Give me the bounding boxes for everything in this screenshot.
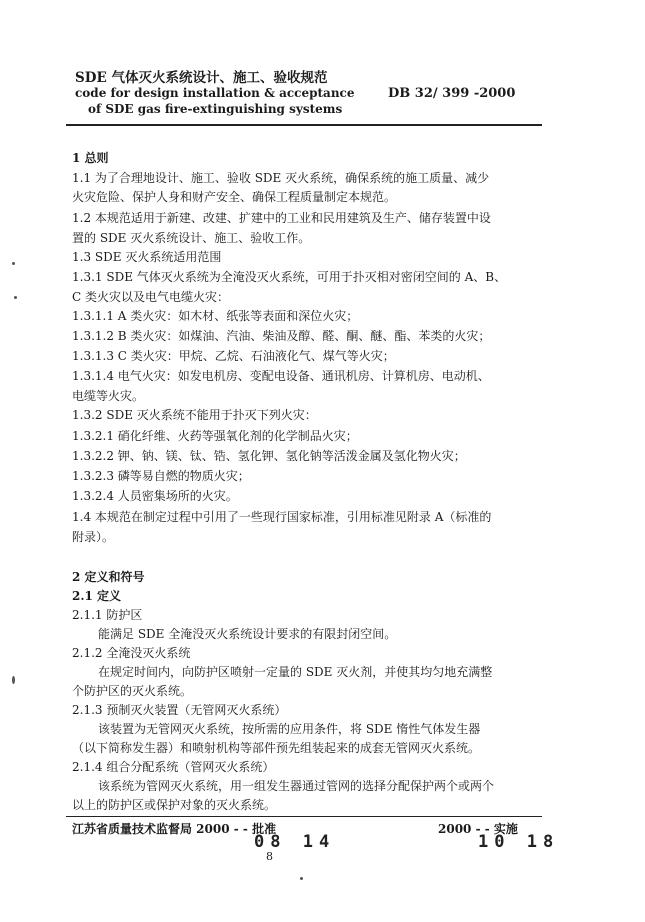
scan-speck xyxy=(300,877,303,880)
text-line: 该系统为管网灭火系统，用一组发生器通过管网的选择分配保护两个或两个 xyxy=(98,779,495,793)
text-line: 2.1.4 组合分配系统（管网灭火系统） xyxy=(72,760,275,774)
text-line: 2.1.1 防护区 xyxy=(72,608,143,622)
standard-title-en-line1: code for design installation & acceptance xyxy=(75,86,355,100)
effective-date: 2000 - - 实施 xyxy=(438,822,518,836)
section-heading-2: 2 定义和符号 xyxy=(72,570,145,584)
text-line: C 类火灾以及电气电缆火灾： xyxy=(72,290,229,304)
text-line: 1.3.1.1 A 类火灾：如木材、纸张等表面和深位火灾； xyxy=(72,309,359,323)
text-line: 2.1.2 全淹没灭火系统 xyxy=(72,646,191,660)
text-line: 1.3.1 SDE 气体灭火系统为全淹没灭火系统，可用于扑灭相对密闭空间的 A、B、 xyxy=(72,270,507,284)
text-line: 火灾危险、保护人身和财产安全、确保工程质量制定本规范。 xyxy=(72,190,397,204)
text-line: 附录）。 xyxy=(72,530,115,544)
text-line: 1.3.2.2 钾、钠、镁、钛、锆、氢化钾、氢化钠等活泼金属及氢化物火灾； xyxy=(72,449,466,463)
text-line: （以下简称发生器）和喷射机构等部件预先组装起来的成套无管网灭火系统。 xyxy=(72,741,481,755)
section-heading-1: 1 总则 xyxy=(72,151,109,165)
text-line: 该装置为无管网灭火系统，按所需的应用条件，将 SDE 惰性气体发生器 xyxy=(98,722,481,736)
text-line: 1.4 本规范在制定过程中引用了一些现行国家标准，引用标准见附录 A（标准的 xyxy=(72,510,492,524)
text-line: 2.1.3 预制灭火装置（无管网灭火系统） xyxy=(72,703,287,717)
text-line: 电缆等火灾。 xyxy=(72,389,145,403)
text-line: 1.3.2 SDE 灭火系统不能用于扑灭下列火灾： xyxy=(72,408,317,422)
text-line: 1.3.2.4 人员密集场所的火灾。 xyxy=(72,489,238,503)
text-line: 1.3.1.2 B 类火灾：如煤油、汽油、柴油及醇、醛、酮、醚、酯、苯类的火灾； xyxy=(72,329,491,343)
text-line: 1.3.2.3 磷等易自燃的物质火灾； xyxy=(72,469,250,483)
header-rule xyxy=(66,124,542,126)
text-line: 以上的防护区或保护对象的灭火系统。 xyxy=(72,798,277,812)
text-line: 个防护区的灭火系统。 xyxy=(72,684,193,698)
standard-number: DB 32/ 399 -2000 xyxy=(388,86,516,101)
text-line: 在规定时间内，向防护区喷射一定量的 SDE 灭火剂，并使其均匀地充满整 xyxy=(98,665,493,679)
text-line: 1.3 SDE 灭火系统适用范围 xyxy=(72,250,222,264)
text-line: 1.3.1.4 电气火灾：如发电机房、变配电设备、通讯机房、计算机房、电动机、 xyxy=(72,369,490,383)
page-number: 8 xyxy=(266,850,273,863)
scan-speck xyxy=(12,676,15,684)
text-line: 1.1 为了合理地设计、施工、验收 SDE 灭火系统，确保系统的施工质量、减少 xyxy=(72,171,490,185)
subsection-heading: 2.1 定义 xyxy=(72,589,122,603)
text-line: 置的 SDE 灭火系统设计、施工、验收工作。 xyxy=(72,231,311,245)
text-line: 1.3.1.3 C 类火灾：甲烷、乙烷、石油液化气、煤气等火灾； xyxy=(72,349,395,363)
effective-date-stamp: 10 18 xyxy=(478,832,560,852)
issuer-approval: 江苏省质量技术监督局 2000 - - 批准 xyxy=(72,822,277,836)
approval-date-stamp: 08 14 xyxy=(254,832,336,852)
standard-title-cn: SDE 气体灭火系统设计、施工、验收规范 xyxy=(75,70,328,86)
text-line: 1.2 本规范适用于新建、改建、扩建中的工业和民用建筑及生产、储存装置中设 xyxy=(72,211,491,225)
text-line: 1.3.2.1 硝化纤维、火药等强氧化剂的化学制品火灾； xyxy=(72,429,358,443)
scan-speck xyxy=(14,296,17,299)
text-line: 能满足 SDE 全淹没灭火系统设计要求的有限封闭空间。 xyxy=(98,627,397,641)
scan-speck xyxy=(12,262,15,265)
footer-rule xyxy=(66,816,542,817)
standard-title-en-line2: of SDE gas fire-extinguishing systems xyxy=(88,102,343,116)
